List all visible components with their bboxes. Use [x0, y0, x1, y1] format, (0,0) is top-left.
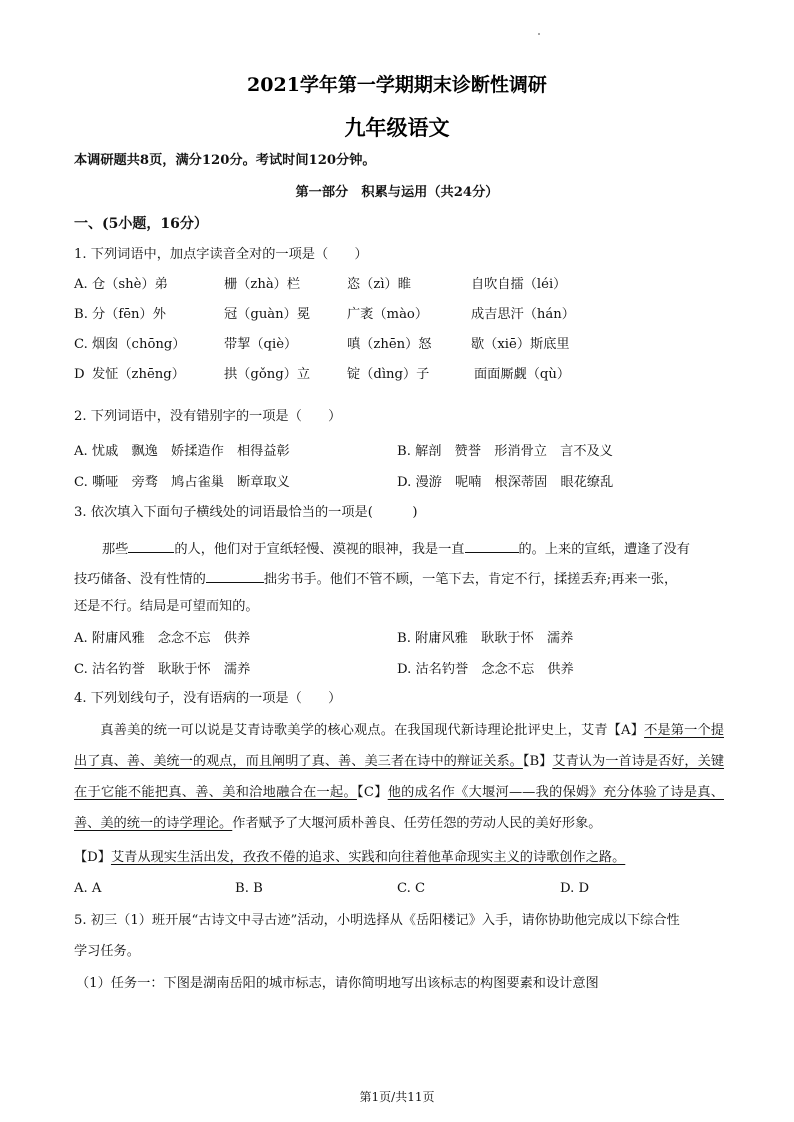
exam-note: 本调研题共8页，满分120分。考试时间120分钟。: [74, 153, 376, 168]
exam-title: 2021学年第一学期期末诊断性调研: [247, 74, 547, 96]
q4-tag-b: 【B】: [522, 754, 553, 769]
q3-option-d: D. 沽名钓誉 念念不忘 供养: [397, 662, 574, 677]
q1-option-label: C.: [74, 337, 88, 352]
q1-word: 烟囱（chōng）: [92, 337, 186, 352]
q2-stem: 2. 下列词语中，没有错别字的一项是（ ）: [74, 409, 342, 424]
q3-stem: 3. 依次填入下面句子横线处的词语最恰当的一项是( ): [74, 505, 418, 520]
q3-text: 的。上来的宣纸，遭逢了没有: [518, 542, 690, 557]
q2-option-a: A. 忧戚 飘逸 娇揉造作 相得益彰: [74, 444, 290, 459]
q4-tag-d: 【D】: [74, 850, 111, 865]
q1-word: 恣（zì）睢: [347, 277, 411, 292]
q3-blank-3: [206, 568, 264, 583]
q2-option-c: C. 嘶哑 旁骛 鸠占雀巢 断章取义: [74, 475, 290, 490]
q4-underlined-d: 艾青从现实生活出发，孜孜不倦的追求、实践和向往着他革命现实主义的诗歌创作之路。: [110, 850, 626, 865]
q1-word: 广袤（mào）: [347, 307, 429, 322]
q3-option-c: C. 沽名钓誉 耿耿于怀 濡养: [74, 662, 251, 677]
q1-option-label: D: [74, 367, 85, 382]
q3-blank-2: [465, 538, 519, 553]
q1-word: 仓（shè）弟: [92, 277, 168, 292]
q1-word: 冠（guàn）冕: [224, 307, 311, 322]
q4-option-d: D. D: [560, 881, 590, 896]
part-heading: 第一部分 积累与运用（共24分）: [295, 185, 499, 200]
q4-tag-a: 【A】: [607, 723, 645, 738]
q2-option-d: D. 漫游 呢喃 根深蒂固 眼花缭乱: [397, 475, 614, 490]
q3-option-a: A. 附庸风雅 念念不忘 供养: [74, 631, 251, 646]
q4-option-c: C. C: [397, 881, 426, 896]
q1-word: 面面厮觑（qù）: [474, 367, 571, 382]
q4-underlined-b: 艾青认为一首诗是否好，关键在于它能不能把真、善、美和洽地融合在一起。: [74, 754, 725, 800]
q1-word: 锭（dìng）子: [347, 367, 430, 382]
q1-option-label: B.: [74, 307, 88, 322]
q1-option-label: A.: [74, 277, 88, 292]
q1-word: 带挈（qiè）: [224, 337, 298, 352]
q3-blank-1: [128, 538, 174, 553]
q3-text: 的人，他们对于宣纸轻慢、漠视的眼神，我是一直: [174, 542, 465, 557]
q4-tag-c: 【C】: [356, 785, 388, 800]
q1-word: 分（fēn）外: [92, 307, 166, 322]
q3-text: 技巧储备、没有性情的: [74, 572, 206, 587]
q3-text: 拙劣书手。他们不管不顾，一笔下去，肯定不行，揉搓丢弃;再来一张，: [263, 572, 678, 587]
q3-passage-line2: [74, 568, 677, 589]
q3-passage-line1: [102, 538, 690, 559]
q3-passage-line3: 还是不行。结局是可望而知的。: [74, 599, 259, 614]
q4-text: 真善美的统一可以说是艾青诗歌美学的核心观点。在我国现代新诗理论批评史上，艾青: [100, 723, 608, 738]
q4-option-b: B. B: [235, 881, 263, 896]
subject-title: 九年级语文: [344, 115, 450, 140]
q1-word: 自吹自擂（léi）: [471, 277, 567, 292]
page-footer: 第1页/共11页: [359, 1090, 435, 1104]
q1-word: 成吉思汗（hán）: [471, 307, 575, 322]
q1-word: 栅（zhà）栏: [224, 277, 301, 292]
q4-sentence-d: [74, 849, 625, 867]
q5-stem: 5. 初三（1）班开展“古诗文中寻古迹”活动，小明选择从《岳阳楼记》入手，请你协助他完成以下综合性: [74, 913, 680, 928]
q1-word: 嗔（zhēn）怒: [347, 337, 432, 352]
scan-dot: [538, 33, 540, 35]
section-heading: 一、(5小题，16分）: [74, 216, 208, 232]
q4-passage: [74, 715, 724, 839]
q5-task1: （1）任务一：下图是湖南岳阳的城市标志，请你简明地写出该标志的构图要素和设计意图: [76, 976, 599, 991]
q4-option-a: A. A: [74, 881, 102, 896]
q4-stem: 4. 下列划线句子，没有语病的一项是（ ）: [74, 691, 342, 706]
q1-word: 发怔（zhēng）: [92, 367, 185, 382]
q1-stem: 1. 下列词语中，加点字读音全对的一项是（ ）: [74, 247, 368, 262]
q4-underlined-c: 他的成名作《大堰河——我的保姆》充分体验了诗是真、善、美的统一的诗学理论。: [74, 785, 724, 831]
q4-text: 作者赋予了大堰河质朴善良、任劳任怨的劳动人民的美好形象。: [232, 816, 602, 831]
q2-option-b: B. 解剖 赞誉 形消骨立 言不及义: [397, 444, 613, 459]
q3-option-b: B. 附庸风雅 耿耿于怀 濡养: [397, 631, 574, 646]
q5-stem-cont: 学习任务。: [74, 944, 140, 959]
q3-text: 那些: [102, 542, 129, 557]
q1-word: 歇（xiē）斯底里: [471, 337, 570, 352]
q4-underlined-a: 不是第一个提出了真、善、美统一的观点，而且阐明了真、善、美三者在诗中的辩证关系。: [74, 723, 724, 769]
q1-word: 拱（gǒng）立: [224, 367, 311, 382]
